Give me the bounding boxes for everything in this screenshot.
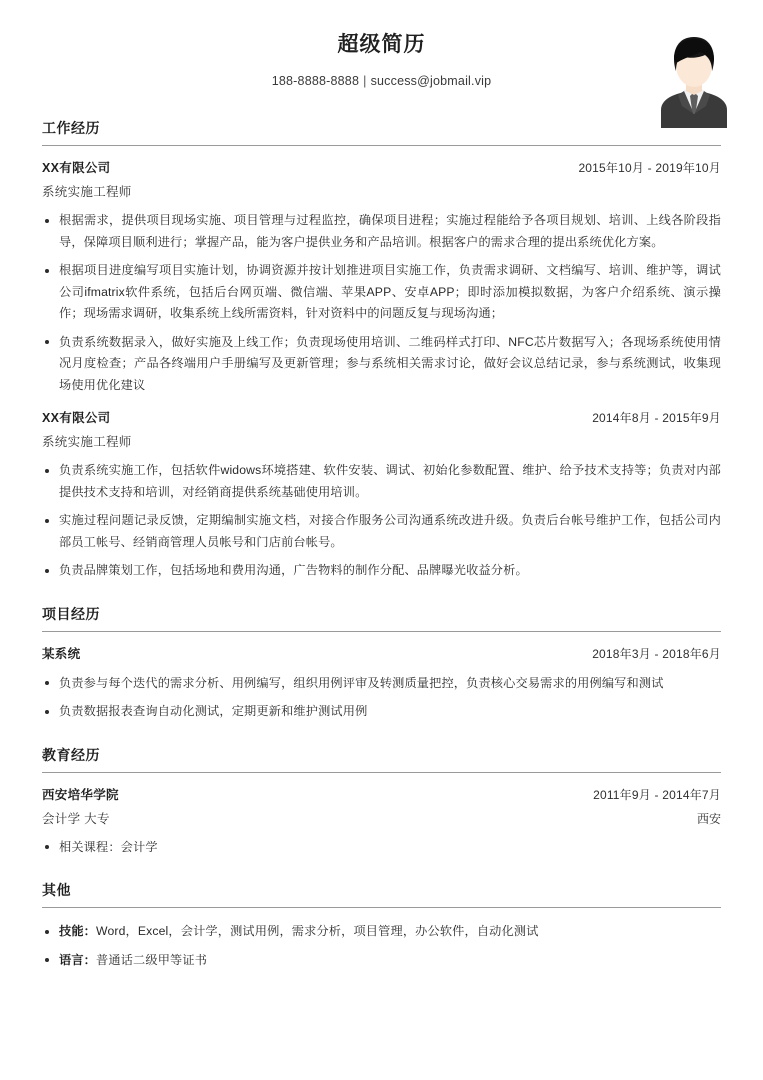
section-other [42,880,721,971]
entry-bullet-list [42,460,721,582]
section-project-experience [42,604,721,723]
project-entry [42,645,721,723]
section-education [42,745,721,859]
company-name: XX有限公司 [42,161,111,175]
list-item: 相关课程：会计学 [42,837,721,859]
page-title: 超级简历 [337,33,426,56]
entry-subheader [42,810,721,828]
entry-date-range: 2015年10月 - 2019年10月 [578,161,721,175]
entry-bullet-list [42,673,721,723]
project-name: 某系统 [42,646,81,661]
section-work-experience [42,118,721,582]
list-item-skills [42,921,721,943]
list-item: 根据需求，提供项目现场实施、项目管理与过程监控，确保项目进程；实施过程能给予各项目规划、培训、上线各阶段指导，保障项目顺利进行；掌握产品，能为客户提供业务和产品培训。根据客户的需求合理的提出系统优化方案。 [42,210,721,253]
school-name: 西安培华学院 [42,787,119,802]
company-name: XX有限公司 [42,411,111,425]
contact-line [42,72,721,90]
list-item: 根据项目进度编写项目实施计划，协调资源并按计划推进项目实施工作，负责需求调研、文档编写、培训、维护等，调试公司ifmatrix软件系统，包括后台网页端、微信端、苹果APP、安卓APP；即时添加模拟数据，为客户介绍系统、演示操作；现场需求调研，收集系统上线所需资料，针对资料中的问题反复与现场沟通； [42,260,721,325]
section-title-other: 其他 [42,882,71,898]
entry-header [42,645,721,664]
entry-date-range: 2018年3月 - 2018年6月 [592,646,721,661]
list-item: 负责数据报表查询自动化测试，定期更新和维护测试用例 [42,701,721,723]
entry-subheader [42,433,721,451]
languages-label: 语言： [59,952,97,967]
resume-body [0,118,763,971]
work-entry [42,159,721,396]
contact-phone: 188-8888-8888 [271,74,360,88]
contact-separator: | [363,74,367,88]
person-avatar-icon [651,28,737,128]
job-title: 系统实施工程师 [42,185,132,199]
section-title-work-experience: 工作经历 [42,120,100,136]
entry-header [42,159,721,178]
list-item-languages [42,950,721,972]
entry-subheader [42,183,721,201]
entry-header [42,409,721,428]
list-item: 负责参与每个迭代的需求分析、用例编写，组织用例评审及转测质量把控，负责核心交易需求的用例编写和测试 [42,673,721,695]
work-entry [42,409,721,582]
major-and-degree: 会计学 大专 [42,811,110,826]
skills-label: 技能： [59,924,97,938]
section-divider [42,145,721,146]
entry-date-range: 2014年8月 - 2015年9月 [592,411,721,425]
list-item: 负责品牌策划工作，包括场地和费用沟通，广告物料的制作分配、品牌曝光收益分析。 [42,560,721,582]
header-center-block [42,30,721,90]
entry-bullet-list [42,837,721,859]
skills-value: Word，Excel，会计学，测试用例，需求分析，项目管理，办公软件，自动化测试 [96,924,539,938]
section-divider [42,772,721,773]
other-bullet-list [42,921,721,971]
job-title: 系统实施工程师 [42,435,132,449]
resume-header [0,0,763,118]
entry-header [42,786,721,805]
contact-email: success@jobmail.vip [370,74,492,88]
list-item: 负责系统数据录入，做好实施及上线工作；负责现场使用培训、二维码样式打印、NFC芯片数据写入；各现场系统使用情况月度检查；产品各终端用户手册编写及更新管理；参与系统相关需求讨论，做好会议总结记录，参与系统测试，收集现场使用优化建议 [42,332,721,397]
list-item: 负责系统实施工作，包括软件widows环境搭建、软件安装、调试、初始化参数配置、维护、给予技术支持等；负责对内部提供技术支持和培训，对经销商提供系统基础使用培训。 [42,460,721,503]
list-item: 实施过程问题记录反馈，定期编制实施文档，对接合作服务公司沟通系统改进升级。负责后台帐号维护工作，包括公司内部员工帐号、经销商管理人员帐号和门店前台帐号。 [42,510,721,553]
education-entry [42,786,721,859]
section-divider [42,631,721,632]
languages-value: 普通话二级甲等证书 [96,952,208,967]
entry-bullet-list [42,210,721,396]
section-title-education: 教育经历 [42,746,100,763]
section-divider [42,907,721,908]
section-title-project-experience: 项目经历 [42,605,100,622]
entry-date-range: 2011年9月 - 2014年7月 [593,787,721,802]
school-location: 西安 [696,811,721,826]
